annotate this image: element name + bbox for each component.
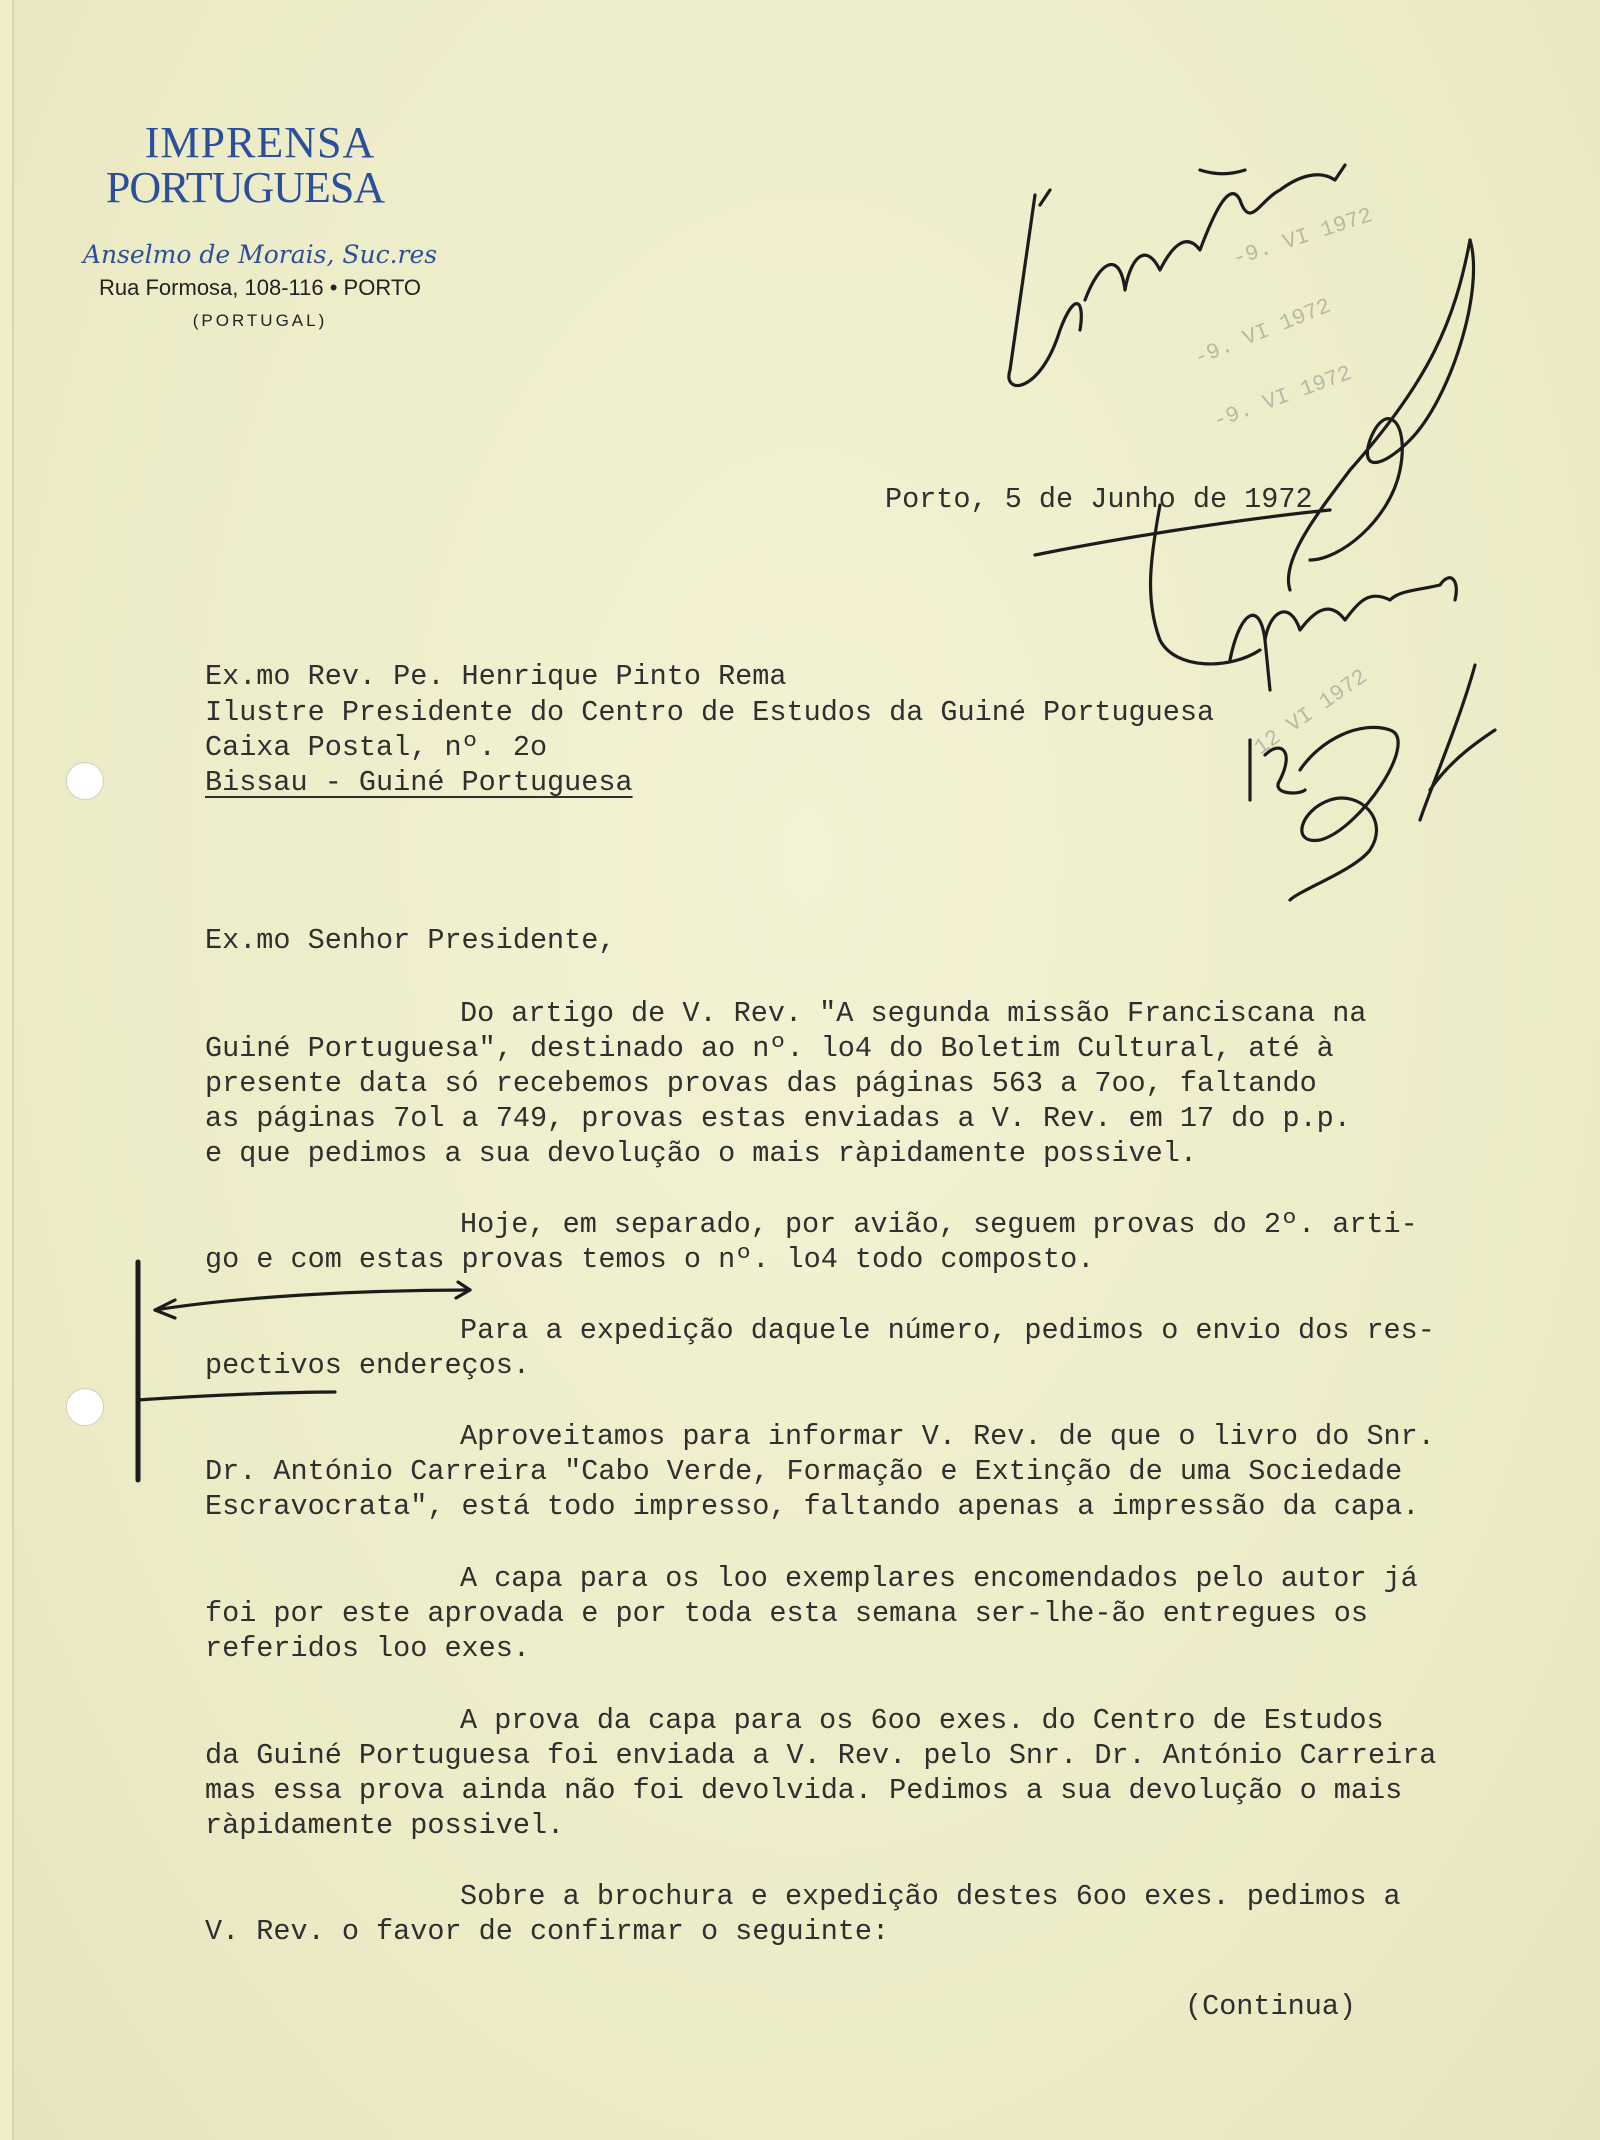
body-line: A prova da capa para os 6oo exes. do Centro de Estudos: [460, 1704, 1384, 1737]
recipient-line-3: Caixa Postal, nº. 2o: [205, 731, 548, 764]
body-line: e que pedimos a sua devolução o mais ràpidamente possivel.: [205, 1137, 1197, 1170]
body-line: mas essa prova ainda não foi devolvida. Pedimos a sua devolução o mais: [205, 1774, 1403, 1807]
body-line: Guiné Portuguesa", destinado ao nº. lo4 do Boletim Cultural, até à: [205, 1032, 1334, 1065]
date-stamp: -9. VI 1972: [1229, 203, 1376, 272]
body-line: Dr. António Carreira "Cabo Verde, Formação e Extinção de uma Sociedade: [205, 1455, 1403, 1488]
body-line: referidos loo exes.: [205, 1632, 530, 1665]
date-stamp: -9. VI 1972: [1190, 293, 1335, 372]
body-line: Aproveitamos para informar V. Rev. de que o livro do Snr.: [460, 1420, 1435, 1453]
recipient-line-1: Ex.mo Rev. Pe. Henrique Pinto Rema: [205, 660, 787, 693]
body-line: Escravocrata", está todo impresso, faltando apenas a impressão da capa.: [205, 1490, 1420, 1523]
body-line: Hoje, em separado, por avião, seguem provas do 2º. arti-: [460, 1208, 1418, 1241]
body-line: ràpidamente possivel.: [205, 1809, 565, 1842]
body-line: foi por este aprovada e por toda esta semana ser-lhe-ão entregues os: [205, 1597, 1368, 1630]
body-line: V. Rev. o favor de confirmar o seguinte:: [205, 1915, 890, 1948]
body-line: as páginas 7ol a 749, provas estas enviadas a V. Rev. em 17 do p.p.: [205, 1102, 1351, 1135]
body-line: Do artigo de V. Rev. "A segunda missão Franciscana na: [460, 997, 1367, 1030]
salutation: Ex.mo Senhor Presidente,: [205, 924, 616, 957]
body-line: presente data só recebemos provas das páginas 563 a 7oo, faltando: [205, 1067, 1317, 1100]
letterhead: [60, 120, 460, 331]
letter-date: Porto, 5 de Junho de 1972: [885, 483, 1313, 516]
body-line: Para a expedição daquele número, pedimos o envio dos res-: [460, 1314, 1435, 1347]
company-name-line1: IMPRENSA: [144, 118, 376, 167]
date-stamp: -9. VI 1972: [1210, 360, 1356, 435]
body-line: go e com estas provas temos o nº. lo4 todo composto.: [205, 1243, 1095, 1276]
body-line: Sobre a brochura e expedição destes 6oo exes. pedimos a: [460, 1880, 1401, 1913]
recipient-line-4: Bissau - Guiné Portuguesa: [205, 766, 633, 799]
company-country: (PORTUGAL): [192, 311, 328, 330]
punch-hole-bottom: [66, 1388, 104, 1426]
date-stamp: 12 VI 1972: [1249, 664, 1373, 761]
body-line: A capa para os loo exemplares encomendados pelo autor já: [460, 1562, 1418, 1595]
recipient-line-2: Ilustre Presidente do Centro de Estudos da Guiné Portuguesa: [205, 696, 1215, 729]
body-line: da Guiné Portuguesa foi enviada a V. Rev. pelo Snr. Dr. António Carreira: [205, 1739, 1437, 1772]
body-line: pectivos endereços.: [205, 1349, 530, 1382]
company-proprietor: Anselmo de Morais, Suc.res: [82, 240, 438, 269]
company-name-line2: PORTUGUESA: [105, 163, 385, 212]
continuation-note: (Continua): [1185, 1990, 1357, 2023]
punch-hole-top: [66, 762, 104, 800]
company-address: Rua Formosa, 108-116 • PORTO: [99, 275, 421, 300]
